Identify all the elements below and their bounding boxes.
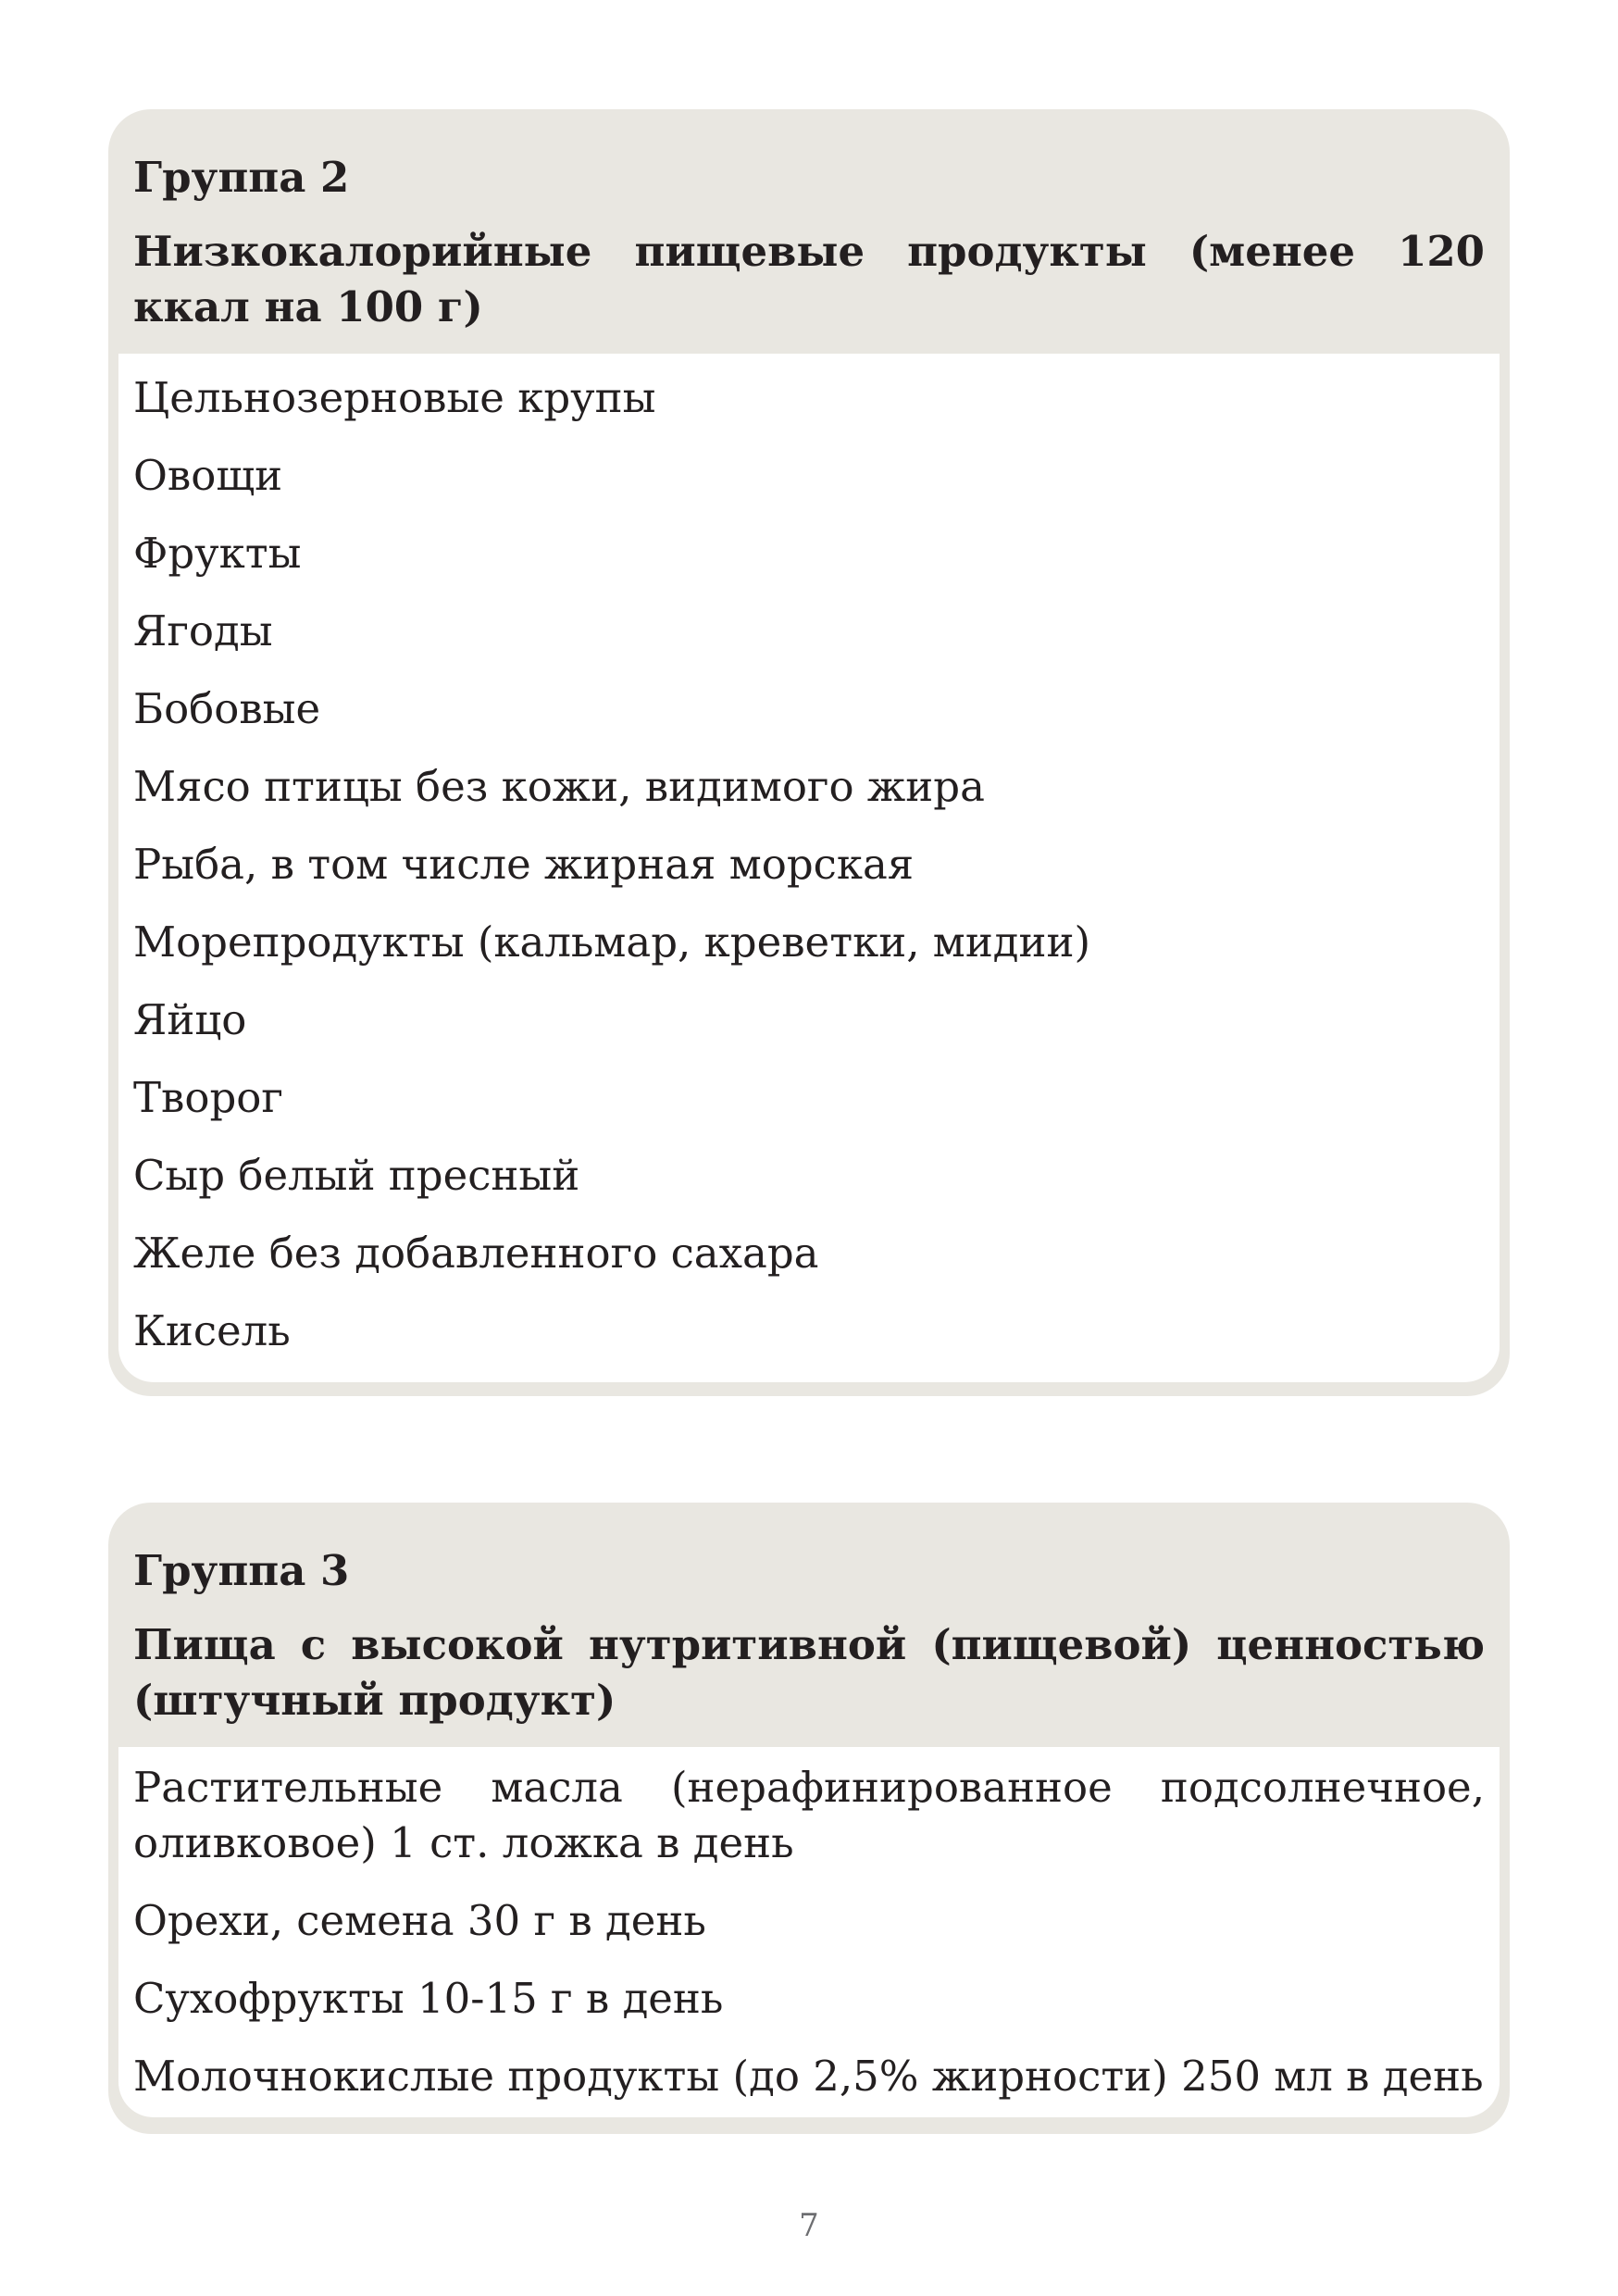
list-item: Растительные масла (нерафинированное подсолнечное, оливковое) 1 ст. ложка в день	[133, 1763, 1485, 1867]
list-item: Кисель	[133, 1306, 291, 1355]
group-2-header	[118, 109, 1500, 354]
list-item: Мясо птицы без кожи, видимого жира	[133, 762, 985, 811]
group-2-title: Группа 2	[133, 153, 350, 202]
list-item: Морепродукты (кальмар, креветки, мидии)	[133, 917, 1091, 967]
list-item: Сыр белый пресный	[133, 1151, 580, 1200]
list-item: Бобовые	[133, 684, 321, 733]
list-item: Желе без добавленного сахара	[133, 1229, 819, 1278]
group-3-description: Пища с высокой нутритивной (пищевой) ценностью (штучный продукт)	[133, 1620, 1485, 1725]
list-item: Орехи, семена 30 г в день	[133, 1896, 706, 1945]
group-2-description: Низкокалорийные пищевые продукты (менее 120 ккал на 100 г)	[133, 227, 1485, 331]
group-3-card	[108, 1503, 1510, 2134]
list-item: Яйцо	[133, 995, 247, 1044]
list-item: Рыба, в том числе жирная морская	[133, 840, 915, 889]
list-item: Фрукты	[133, 529, 302, 578]
group-2-card	[108, 109, 1510, 1396]
group-2-list	[118, 354, 1500, 1382]
list-item: Цельнозерновые крупы	[133, 373, 656, 422]
list-item: Овощи	[133, 451, 283, 500]
list-item: Ягоды	[133, 606, 273, 655]
list-item: Молочнокислые продукты (до 2,5% жирности) 250 мл в день	[133, 2052, 1484, 2101]
group-3-header	[118, 1503, 1500, 1747]
group-3-list	[118, 1747, 1500, 2117]
list-item: Творог	[133, 1073, 283, 1122]
page-number: 7	[799, 2207, 819, 2244]
list-item: Сухофрукты 10-15 г в день	[133, 1974, 724, 2023]
group-3-title: Группа 3	[133, 1546, 350, 1595]
